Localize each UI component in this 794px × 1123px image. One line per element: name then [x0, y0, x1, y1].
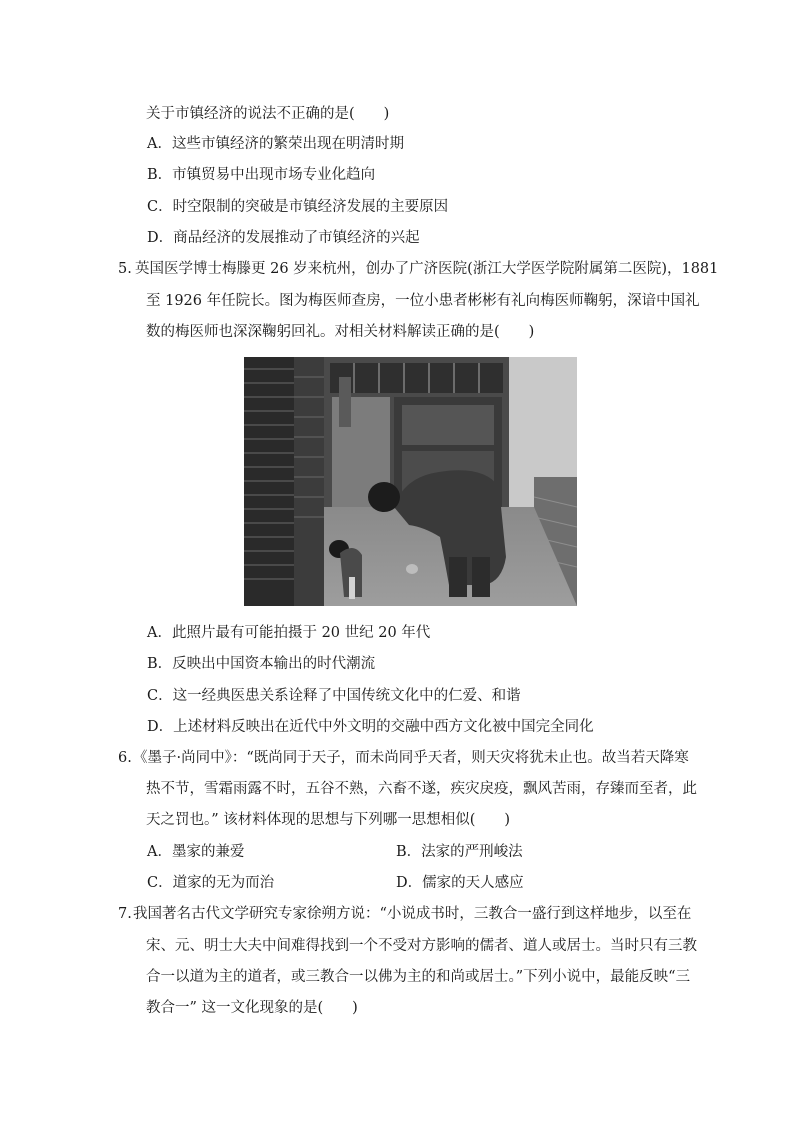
q4-option-d: D．商品经济的发展推动了市镇经济的兴起: [147, 230, 420, 246]
q6-option-a: A．墨家的兼爱: [147, 844, 245, 860]
q6-stem-line-3: 天之罚也。” 该材料体现的思想与下列哪一思想相似( ): [146, 812, 511, 828]
q6-option-b: B．法家的严刑峻法: [396, 844, 523, 860]
q6-option-d: D．儒家的天人感应: [396, 875, 524, 891]
q4-option-b: B．市镇贸易中出现市场专业化趋向: [147, 167, 376, 183]
q7-stem-line-2: 宋、元、明士大夫中间难得找到一个不受对方影响的儒者、道人或居士。当时只有三教: [146, 938, 697, 954]
q7-number: 7.: [118, 906, 132, 922]
q5-stem-line-2: 至 1926 年任院长。图为梅医师查房，一位小患者彬彬有礼向梅医师鞠躬，深谙中国礼: [146, 293, 700, 309]
q5-stem-line-1: 英国医学博士梅滕更 26 岁来杭州，创办了广济医院(浙江大学医学院附属第二医院)，1881: [135, 261, 719, 277]
q5-option-b: B．反映出中国资本输出的时代潮流: [147, 656, 376, 672]
q6-stem-line-2: 热不节，雪霜雨露不时，五谷不熟，六畜不遂，疾灾戾疫，飘风苦雨，存臻而至者，此: [146, 781, 697, 797]
q6-stem-line-1: 《墨子·尚同中》：“既尚同于天子，而未尚同乎天者，则天灾将犹未止也。故当若天降寒: [133, 750, 689, 766]
q5-option-c: C．这一经典医患关系诠释了中国传统文化中的仁爱、和谐: [147, 688, 521, 704]
q4-option-a: A．这些市镇经济的繁荣出现在明清时期: [147, 136, 404, 152]
q5-stem-line-3: 数的梅医师也深深鞠躬回礼。对相关材料解读正确的是( ): [146, 324, 535, 340]
doctor-bowing-photo: [244, 357, 577, 606]
q7-stem-line-3: 合一以道为主的道者，或三教合一以佛为主的和尚或居士。”下列小说中，最能反映“三: [146, 969, 691, 985]
q4-stem: 关于市镇经济的说法不正确的是( ): [146, 106, 390, 122]
q7-stem-line-4: 教合一” 这一文化现象的是( ): [146, 1000, 358, 1016]
q5-option-a: A．此照片最有可能拍摄于 20 世纪 20 年代: [147, 625, 431, 641]
q4-option-c: C．时空限制的突破是市镇经济发展的主要原因: [147, 199, 449, 215]
q6-number: 6.: [118, 750, 132, 766]
q7-stem-line-1: 我国著名古代文学研究专家徐朔方说：“小说成书时，三教合一盛行到这样地步，以至在: [133, 906, 692, 922]
q5-option-d: D．上述材料反映出在近代中外文明的交融中西方文化被中国完全同化: [147, 719, 594, 735]
q5-number: 5.: [118, 261, 132, 277]
q6-option-c: C．道家的无为而治: [147, 875, 275, 891]
